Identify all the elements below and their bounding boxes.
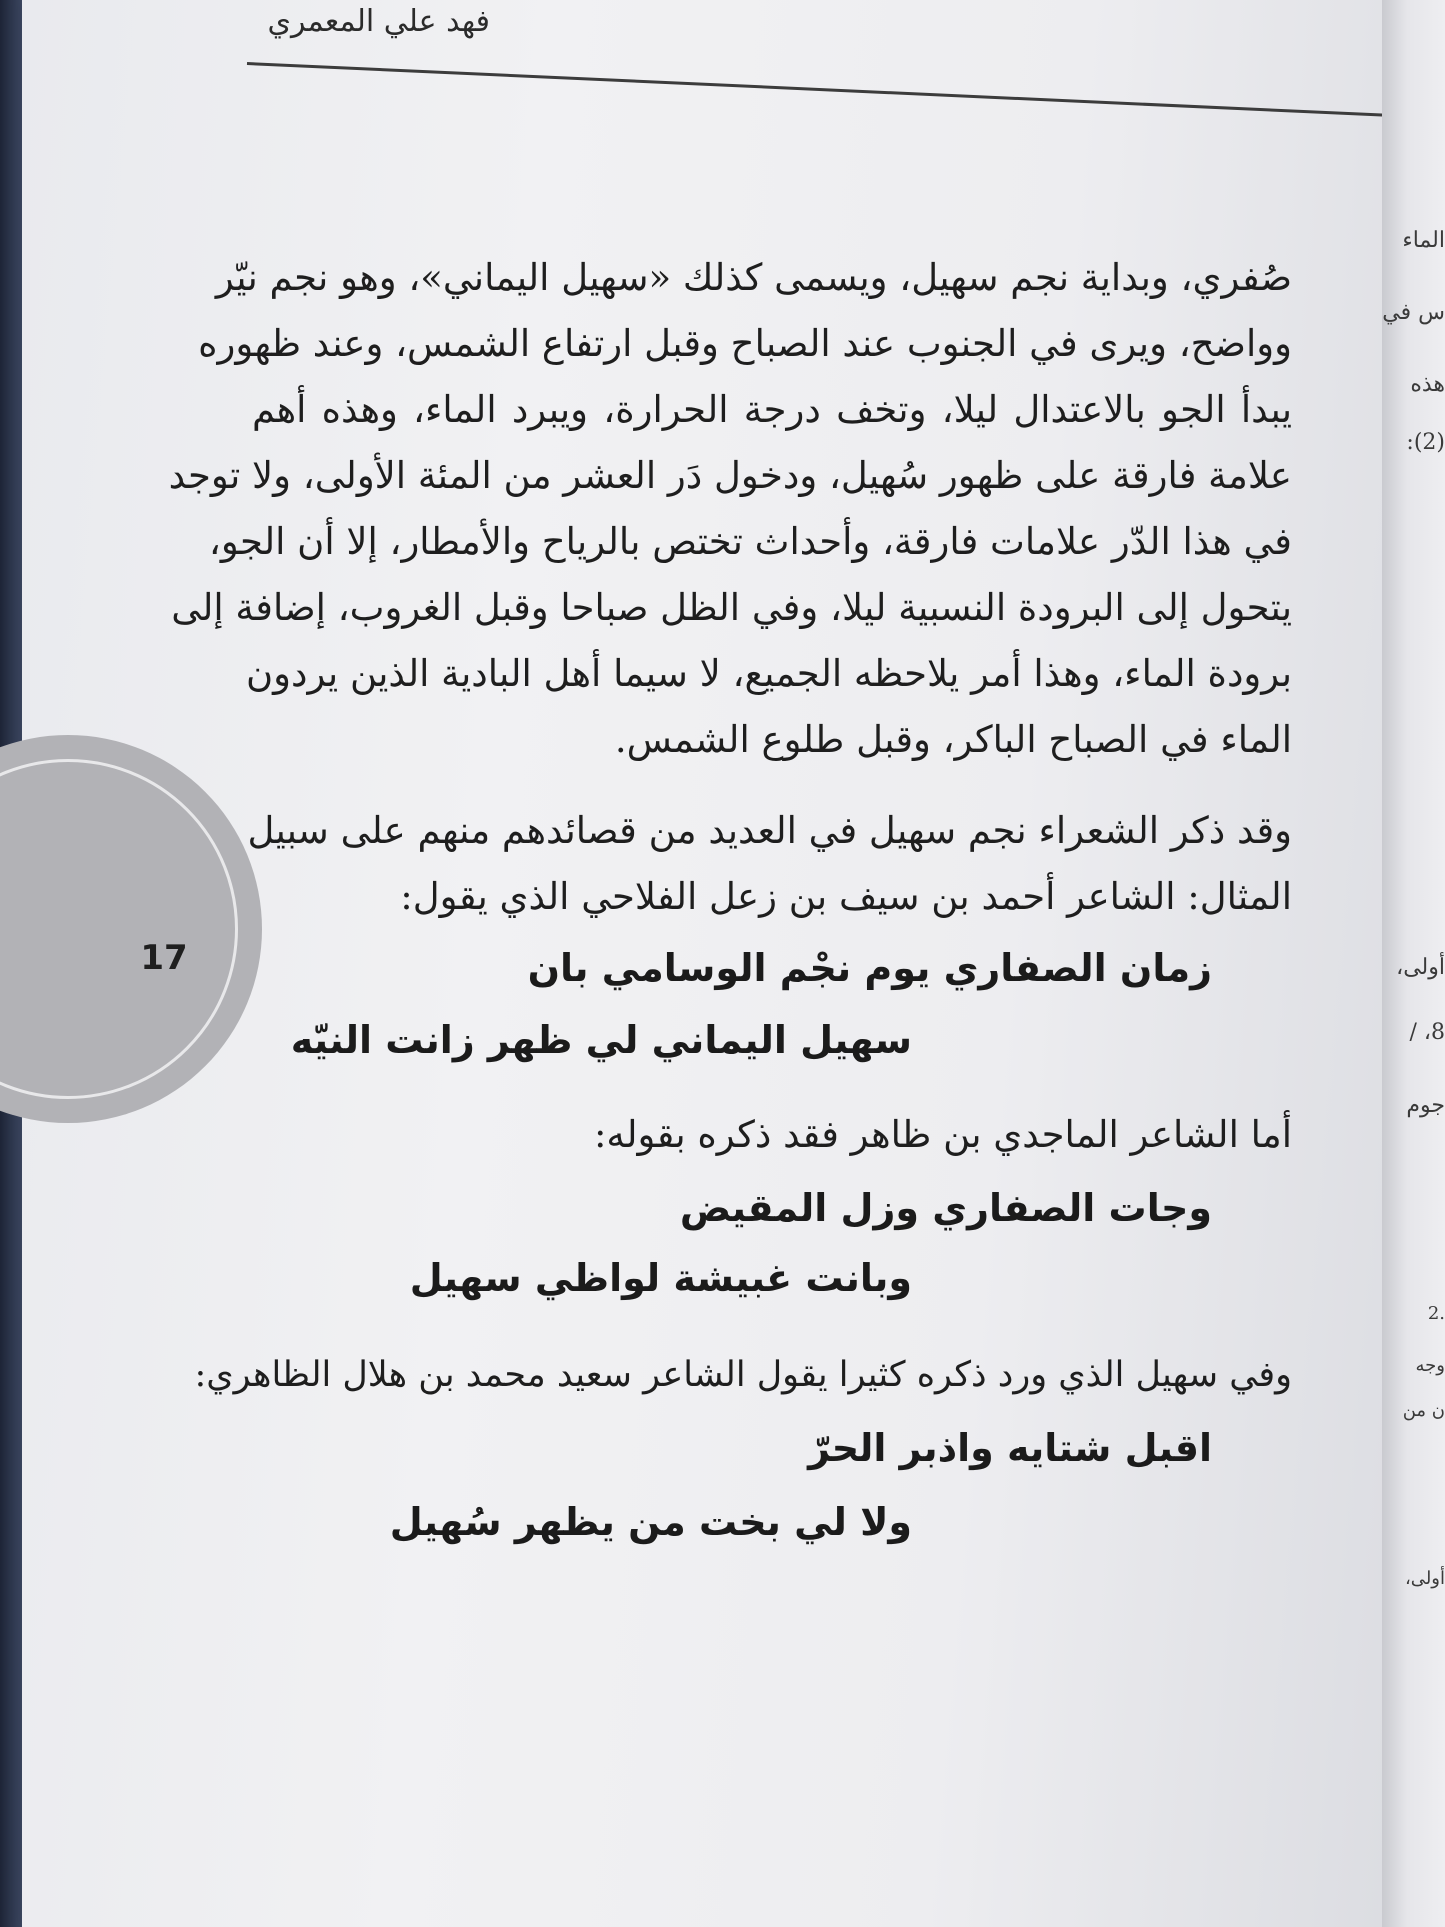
paragraph-1-line-2: وواضح، ويرى في الجنوب عند الصباح وقبل ارتفاع الشمس، وعند ظهوره [198,322,1292,365]
poem-3-verse-2: ولا لي بخت من يظهر سُهيل [389,1500,912,1544]
intro-3: وفي سهيل الذي ورد ذكره كثيرا يقول الشاعر سعيد محمد بن هلال الظاهري: [194,1355,1292,1395]
paragraph-1-line-4: علامة فارقة على ظهور سُهيل، ودخول دَر العشر من المئة الأولى، ولا توجد [168,454,1292,497]
poem-1-verse-2: سهيل اليماني لي ظهر زانت النيّه [290,1018,912,1062]
next-page-fragment: هذه [1410,372,1445,397]
paragraph-1-line-3: يبدأ الجو بالاعتدال ليلا، وتخف درجة الحرارة، ويبرد الماء، وهذه أهم [252,388,1292,431]
next-page-edge [1382,0,1445,1927]
paragraph-2-line-2: المثال: الشاعر أحمد بن سيف بن زعل الفلاحي الذي يقول: [400,875,1292,918]
page-number: 17 [140,938,188,978]
intro-2: أما الشاعر الماجدي بن ظاهر فقد ذكره بقوله: [593,1113,1292,1156]
next-page-fragment: أولى، [1405,1568,1445,1589]
poem-2-verse-2: وبانت غبيشة لواظي سهيل [409,1256,912,1300]
next-page-fragment: الماء [1402,228,1445,253]
next-page-fragment: ن من [1402,1400,1445,1421]
next-page-fragment: 8، / [1409,1020,1445,1045]
book-page [22,0,1382,1927]
poem-1-verse-1: زمان الصفاري يوم نجْم الوسامي بان [527,946,1212,990]
next-page-fragment: أولى، [1396,955,1445,980]
poem-3-verse-1: اقبل شتايه واذبر الحرّ [808,1426,1212,1470]
next-page-fragment: س في [1382,300,1445,325]
paragraph-1-line-8: الماء في الصباح الباكر، وقبل طلوع الشمس. [614,718,1292,761]
header-rule [247,62,1396,117]
next-page-fragment: .2 [1427,1303,1445,1324]
paragraph-2-line-1: وقد ذكر الشعراء نجم سهيل في العديد من قصائدهم منهم على سبيل [247,809,1292,852]
running-header-author: فهد علي المعمري [267,4,490,39]
paragraph-1-line-7: برودة الماء، وهذا أمر يلاحظه الجميع، لا سيما أهل البادية الذين يردون [245,652,1292,695]
paragraph-1-line-5: في هذا الدّر علامات فارقة، وأحداث تختص بالرياح والأمطار، إلا أن الجو، [208,520,1292,563]
next-page-fragment: وجه [1415,1355,1445,1376]
next-page-fragment: (2): [1406,430,1445,455]
paragraph-1-line-6: يتحول إلى البرودة النسبية ليلا، وفي الظل صباحا وقبل الغروب، إضافة إلى [171,586,1292,629]
poem-2-verse-1: وجات الصفاري وزل المقيض [679,1186,1212,1230]
next-page-fragment: جوم [1406,1093,1445,1118]
paragraph-1-line-1: صُفري، وبداية نجم سهيل، ويسمى كذلك «سهيل اليماني»، وهو نجم نيّر [215,256,1292,299]
